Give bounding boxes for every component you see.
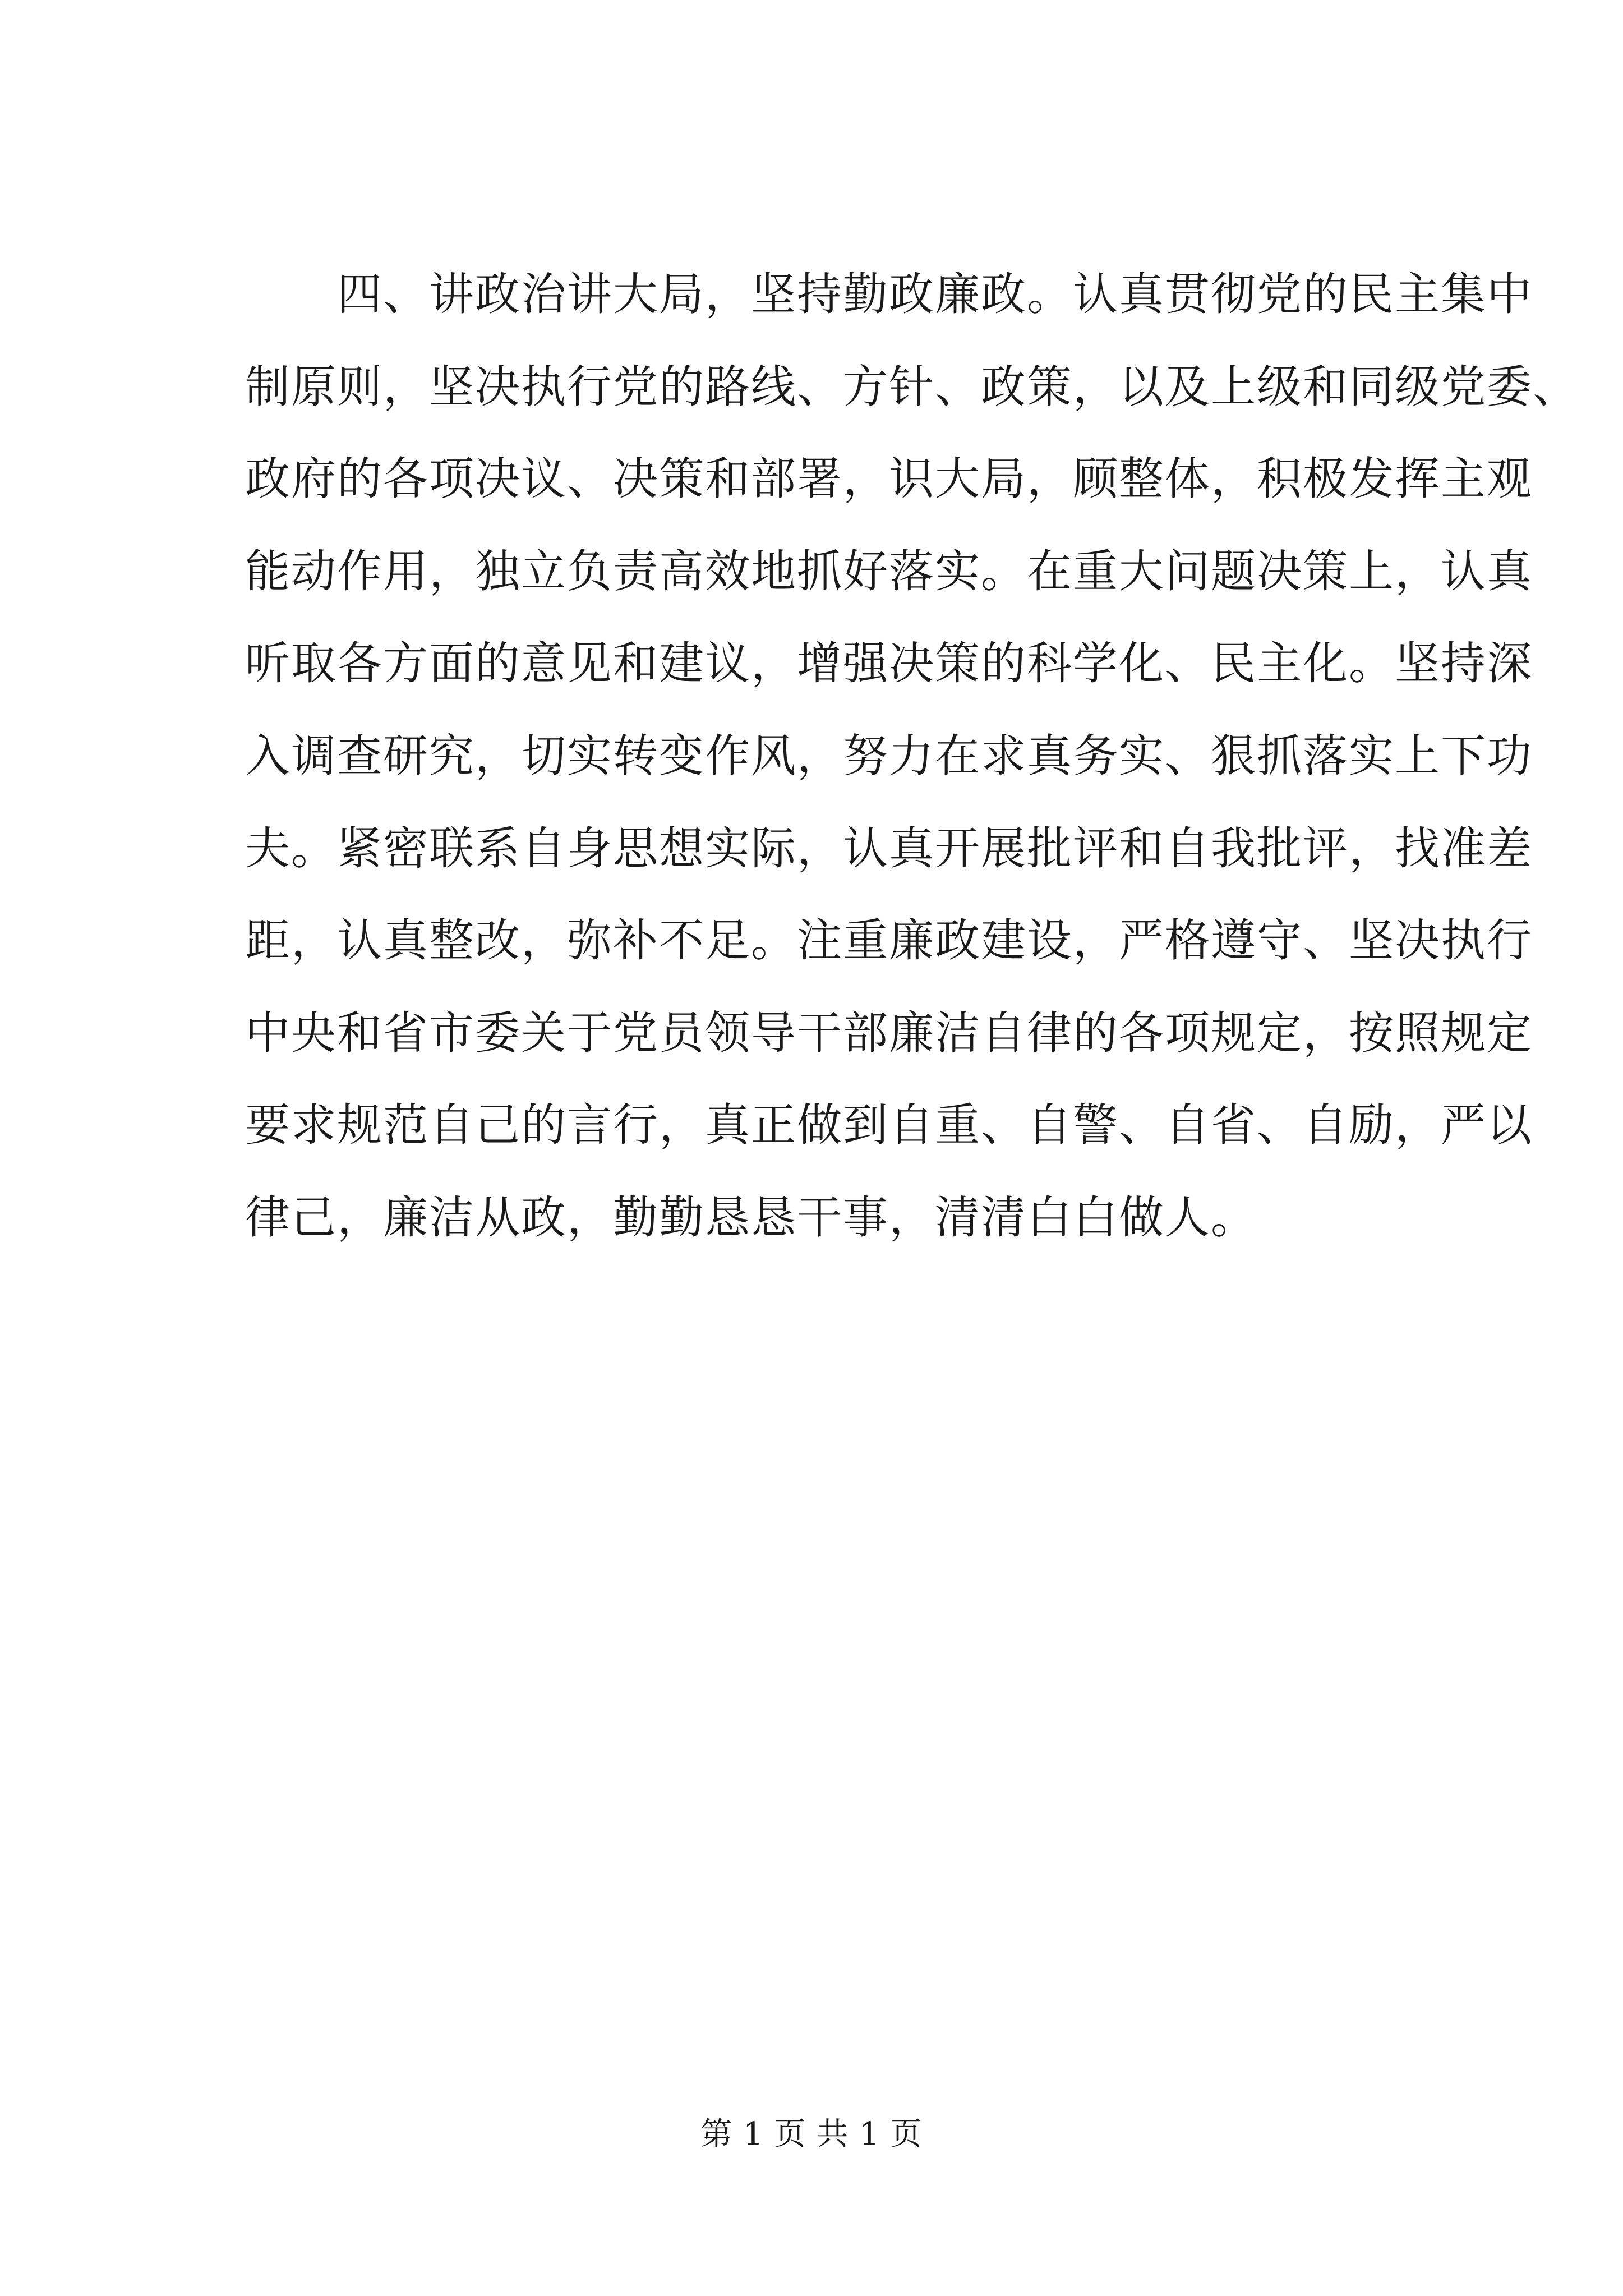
paragraph-line: 入调查研究，切实转变作风，努力在求真务实、狠抓落实上下功 (245, 729, 1533, 782)
paragraph-line: 律己，廉洁从政，勤勤恳恳干事，清清白白做人。 (245, 1191, 1257, 1244)
paragraph-line: 四、讲政治讲大局，坚持勤政廉政。认真贯彻党的民主集中 (337, 268, 1533, 320)
page-footer (0, 2109, 1623, 2154)
paragraph-line: 夫。紧密联系自身思想实际，认真开展批评和自我批评，找准差 (245, 822, 1533, 875)
page-number-label: 第 1 页 共 1 页 (700, 2116, 923, 2152)
paragraph-line: 政府的各项决议、决策和部署，识大局，顾整体，积极发挥主观 (245, 453, 1533, 505)
paragraph-line: 中央和省市委关于党员领导干部廉洁自律的各项规定，按照规定 (245, 1006, 1533, 1059)
paragraph-line: 听取各方面的意见和建议，增强决策的科学化、民主化。坚持深 (245, 637, 1533, 690)
paragraph-line: 距，认真整改，弥补不足。注重廉政建设，严格遵守、坚决执行 (245, 914, 1533, 967)
paragraph-line: 要求规范自己的言行，真正做到自重、自警、自省、自励，严以 (245, 1099, 1533, 1152)
body-paragraph (245, 249, 1579, 1264)
paragraph-line: 制原则，坚决执行党的路线、方针、政策，以及上级和同级党委、 (245, 360, 1579, 413)
paragraph-line: 能动作用，独立负责高效地抓好落实。在重大问题决策上，认真 (245, 545, 1533, 597)
